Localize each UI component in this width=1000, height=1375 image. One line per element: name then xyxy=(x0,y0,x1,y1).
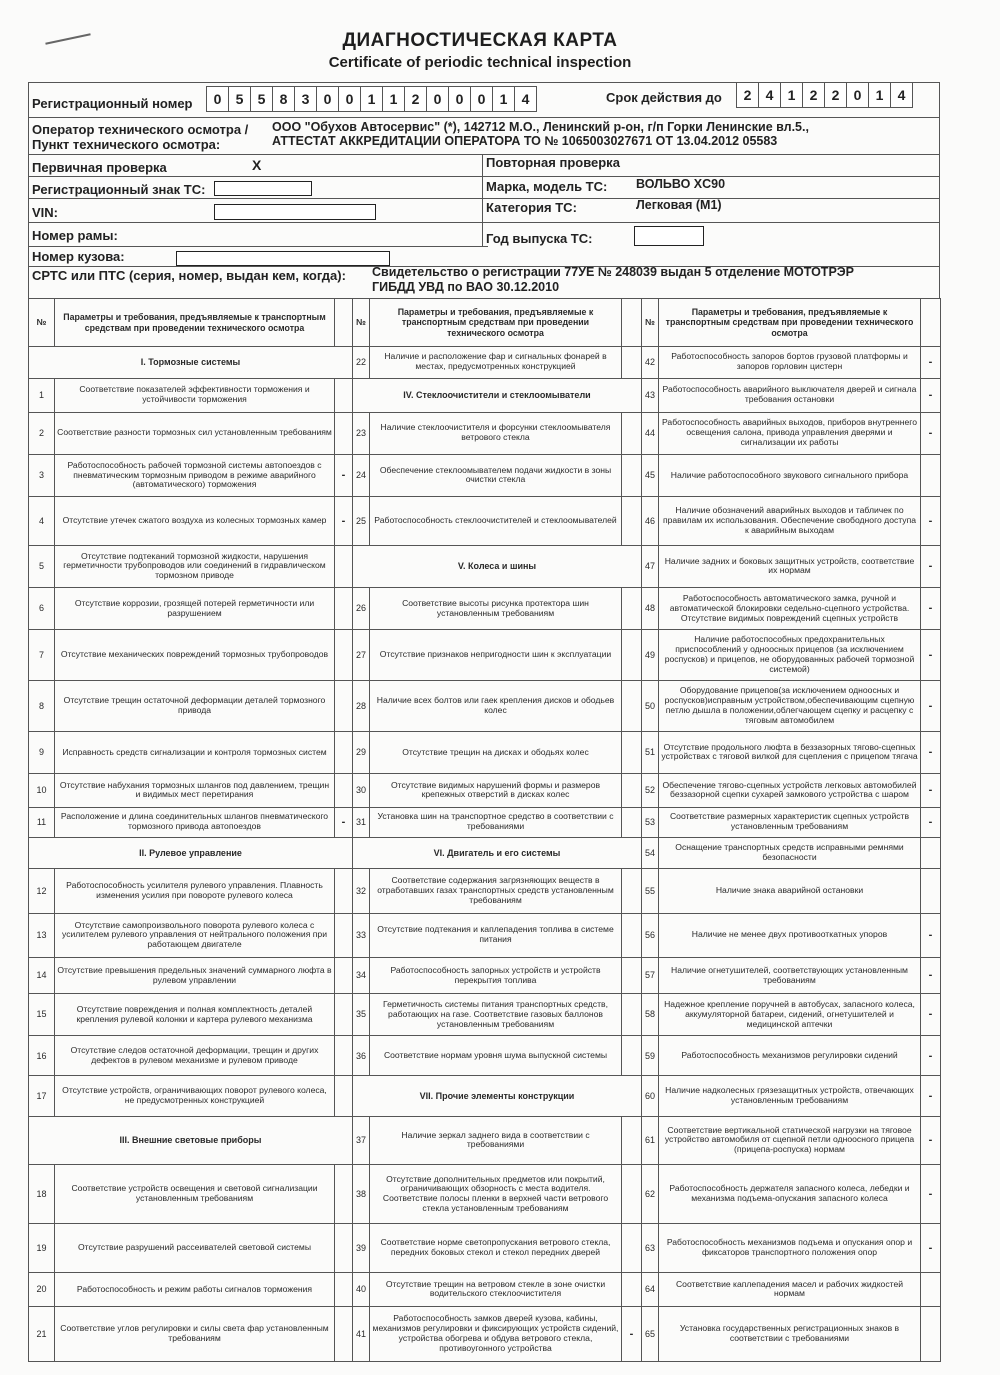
item-number: 26 xyxy=(353,588,370,630)
item-number: 61 xyxy=(642,1116,659,1165)
item-number: 34 xyxy=(353,958,370,994)
item-requirement: Работоспособность запорных устройств и устройств перекрытия топлива xyxy=(370,958,622,994)
item-requirement: Установка шин на транспортное средство в соответствии с требованиями xyxy=(370,807,622,837)
item-number: 32 xyxy=(353,869,370,913)
item-mark: - xyxy=(921,731,941,773)
item-requirement: Соответствие содержания загрязняющих веществ в отработавших газах транспортных средств установленным требованиям xyxy=(370,869,622,913)
item-requirement: Работоспособность и режим работы сигналов торможения xyxy=(55,1273,335,1307)
redacted-year xyxy=(634,226,704,246)
item-mark: - xyxy=(921,347,941,379)
item-mark: - xyxy=(921,588,941,630)
registration-digit: 0 xyxy=(470,86,493,112)
item-requirement: Исправность средств сигнализации и контроля тормозных систем xyxy=(55,731,335,773)
primary-check-label: Первичная проверка xyxy=(32,160,167,175)
item-requirement: Отсутствие продольного люфта в беззазорных тягово-сцепных устройствах с тяговой вилкой для сцепления с прицепом тягача xyxy=(659,731,921,773)
title-ru: ДИАГНОСТИЧЕСКАЯ КАРТА xyxy=(342,30,618,51)
item-number: 41 xyxy=(353,1306,370,1361)
section-heading: III. Внешние световые приборы xyxy=(29,1116,353,1165)
item-requirement: Работоспособность механизмов регулировки сидений xyxy=(659,1036,921,1076)
registration-digit: 0 xyxy=(448,86,471,112)
item-number: 7 xyxy=(29,630,55,681)
item-mark xyxy=(622,731,642,773)
item-mark xyxy=(921,1273,941,1307)
item-number: 17 xyxy=(29,1076,55,1116)
item-requirement: Наличие обозначений аварийных выходов и табличек по правилам их использования. Обеспечение свободного доступа к аварийным выходам xyxy=(659,497,921,546)
item-number: 47 xyxy=(642,545,659,587)
table-row xyxy=(29,588,941,630)
item-requirement: Отсутствие подтекания и каплепадения топлива в системе питания xyxy=(370,913,622,957)
item-mark: - xyxy=(921,412,941,454)
item-requirement: Соответствие размерных характеристик сцепных устройств установленным требованиям xyxy=(659,807,921,837)
item-requirement: Оборудование прицепов(за исключением одноосных и роспусков)исправным устройством,обеспечивающим сцепную петлю дышла в положении,облегчающем сцепку и расцепку с тяговым автомобилем xyxy=(659,681,921,732)
item-requirement: Работоспособность держателя запасного колеса, лебедки и механизма подъема-опускания запасного колеса xyxy=(659,1165,921,1224)
item-mark xyxy=(921,837,941,869)
registration-digit: 0 xyxy=(316,86,339,112)
item-mark xyxy=(622,913,642,957)
table-row xyxy=(29,1224,941,1273)
registration-digit: 5 xyxy=(250,86,273,112)
operator-value-1: ООО "Обухов Автосервис" (*), 142712 М.О., Ленинский р-он, г/п Горки Ленинские вл.5., xyxy=(272,120,809,134)
registration-number xyxy=(206,86,536,112)
registration-digit: 0 xyxy=(206,86,229,112)
item-requirement: Наличие работоспособных предохранительных приспособлений у одноосных прицепов (за исключением роспусков) и прицепов, не оборудованных рабочей тормозной системой) xyxy=(659,630,921,681)
operator-label-1: Оператор технического осмотра / xyxy=(32,122,249,137)
srts-label: СРТС или ПТС (серия, номер, выдан кем, когда): xyxy=(32,268,346,283)
item-requirement: Отсутствие набухания тормозных шлангов под давлением, трещин и видимых мест перетирания xyxy=(55,774,335,808)
item-requirement: Соответствие высоты рисунка протектора шин установленным требованиям xyxy=(370,588,622,630)
item-number: 35 xyxy=(353,993,370,1035)
item-number: 56 xyxy=(642,913,659,957)
item-number: 42 xyxy=(642,347,659,379)
item-number: 13 xyxy=(29,913,55,957)
item-requirement: Работоспособность механизмов подъема и опускания опор и фиксаторов транспортного положения опор xyxy=(659,1224,921,1273)
make-model-label: Марка, модель ТС: xyxy=(486,179,608,194)
registration-digit: 0 xyxy=(338,86,361,112)
vin-label: VIN: xyxy=(32,205,58,220)
item-number: 5 xyxy=(29,545,55,587)
item-number: 60 xyxy=(642,1076,659,1116)
registration-digit: 3 xyxy=(294,86,317,112)
item-number: 14 xyxy=(29,958,55,994)
item-mark xyxy=(335,1306,353,1361)
item-number: 55 xyxy=(642,869,659,913)
item-number: 24 xyxy=(353,454,370,496)
item-number: 57 xyxy=(642,958,659,994)
section-heading: II. Рулевое управление xyxy=(29,837,353,869)
item-number: 11 xyxy=(29,807,55,837)
item-requirement: Обеспечение тягово-сцепных устройств легковых автомобилей беззазорной сцепки сухарей замкового устройства с шаром xyxy=(659,774,921,808)
table-row xyxy=(29,993,941,1035)
registration-digit: 5 xyxy=(228,86,251,112)
item-number: 49 xyxy=(642,630,659,681)
valid-until-digit: 2 xyxy=(824,82,847,108)
table-row xyxy=(29,774,941,808)
item-mark xyxy=(622,958,642,994)
primary-check-mark: X xyxy=(252,157,262,173)
item-number: 31 xyxy=(353,807,370,837)
table-row xyxy=(29,412,941,454)
item-requirement: Отсутствие видимых нарушений формы и размеров крепежных отверстий в дисках колес xyxy=(370,774,622,808)
valid-until-digit: 2 xyxy=(736,82,759,108)
item-requirement: Соответствие разности тормозных сил установленным требованиям xyxy=(55,412,335,454)
col-mark-3 xyxy=(921,299,941,347)
item-mark xyxy=(921,454,941,496)
item-mark xyxy=(622,1224,642,1273)
item-mark xyxy=(622,681,642,732)
registration-digit: 1 xyxy=(492,86,515,112)
item-mark xyxy=(622,1273,642,1307)
item-requirement: Наличие огнетушителей, соответствующих установленным требованиям xyxy=(659,958,921,994)
item-mark xyxy=(921,1306,941,1361)
item-number: 58 xyxy=(642,993,659,1035)
table-row xyxy=(29,454,941,496)
redacted-vin xyxy=(214,204,376,220)
item-number: 2 xyxy=(29,412,55,454)
item-requirement: Отсутствие дополнительных предметов или покрытий, ограничивающих обзорность с места водителя. Соответствие полосы пленки в верхней части ветрового стекла установленным требованиям xyxy=(370,1165,622,1224)
item-requirement: Расположение и длина соединительных шлангов пневматического тормозного привода автопоездов xyxy=(55,807,335,837)
col-no-2: № xyxy=(353,299,370,347)
item-number: 12 xyxy=(29,869,55,913)
table-header-row xyxy=(29,299,941,347)
item-number: 8 xyxy=(29,681,55,732)
item-number: 45 xyxy=(642,454,659,496)
item-mark: - xyxy=(335,497,353,546)
valid-until-digit: 0 xyxy=(846,82,869,108)
item-requirement: Наличие надколесных грязезащитных устройств, отвечающих установленным требованиям xyxy=(659,1076,921,1116)
table-row xyxy=(29,497,941,546)
year-label: Год выпуска ТС: xyxy=(486,231,593,246)
col-param-1: Параметры и требования, предъявляемые к транспортным средствам при проведении технического осмотра xyxy=(55,299,335,347)
col-mark-1 xyxy=(335,299,353,347)
section-heading: VI. Двигатель и его системы xyxy=(353,837,642,869)
item-requirement: Отсутствие утечек сжатого воздуха из колесных тормозных камер xyxy=(55,497,335,546)
table-row xyxy=(29,681,941,732)
item-requirement: Отсутствие трещин на дисках и ободьях колес xyxy=(370,731,622,773)
item-mark: - xyxy=(921,630,941,681)
operator-value-2: АТТЕСТАТ АККРЕДИТАЦИИ ОПЕРАТОРА ТО № 1065003027671 ОТ 13.04.2012 05583 xyxy=(272,134,778,148)
item-mark xyxy=(335,1076,353,1116)
item-requirement: Работоспособность запоров бортов грузовой платформы и запоров горловин цистерн xyxy=(659,347,921,379)
section-heading: IV. Стеклоочистители и стеклоомыватели xyxy=(353,378,642,412)
item-mark xyxy=(335,731,353,773)
registration-digit: 1 xyxy=(382,86,405,112)
item-requirement: Отсутствие самопроизвольного поворота рулевого колеса с усилителем рулевого управления от нейтрального положения при работающем двигателе xyxy=(55,913,335,957)
item-mark: - xyxy=(921,1224,941,1273)
item-number: 36 xyxy=(353,1036,370,1076)
valid-until-digit: 2 xyxy=(802,82,825,108)
item-number: 28 xyxy=(353,681,370,732)
item-number: 23 xyxy=(353,412,370,454)
item-mark xyxy=(335,1036,353,1076)
item-number: 62 xyxy=(642,1165,659,1224)
item-number: 30 xyxy=(353,774,370,808)
valid-until-date xyxy=(736,82,912,108)
item-number: 6 xyxy=(29,588,55,630)
item-requirement: Отсутствие трещин на ветровом стекле в зоне очистки водительского стеклоочистителя xyxy=(370,1273,622,1307)
item-requirement: Наличие работоспособного звукового сигнального прибора xyxy=(659,454,921,496)
item-mark: - xyxy=(622,1306,642,1361)
item-number: 51 xyxy=(642,731,659,773)
item-mark: - xyxy=(921,1165,941,1224)
item-number: 44 xyxy=(642,412,659,454)
item-mark: - xyxy=(921,774,941,808)
item-requirement: Работоспособность стеклоочистителей и стеклоомывателей xyxy=(370,497,622,546)
item-number: 29 xyxy=(353,731,370,773)
item-number: 3 xyxy=(29,454,55,496)
item-requirement: Наличие не менее двух противооткатных упоров xyxy=(659,913,921,957)
valid-until-digit: 1 xyxy=(868,82,891,108)
item-mark xyxy=(335,993,353,1035)
redacted-body-number xyxy=(176,251,390,266)
registration-digit: 2 xyxy=(404,86,427,112)
table-row xyxy=(29,545,941,587)
item-requirement: Наличие задних и боковых защитных устройств, соответствие их нормам xyxy=(659,545,921,587)
item-requirement: Отсутствие признаков непригодности шин к эксплуатации xyxy=(370,630,622,681)
item-requirement: Отсутствие устройств, ограничивающих поворот рулевого колеса, не предусмотренных конструкцией xyxy=(55,1076,335,1116)
item-mark xyxy=(622,497,642,546)
item-mark: - xyxy=(921,681,941,732)
table-row xyxy=(29,958,941,994)
item-mark xyxy=(335,869,353,913)
item-requirement: Герметичность системы питания транспортных средств, работающих на газе. Соответствие газовых баллонов установленным требованиям xyxy=(370,993,622,1035)
col-no-3: № xyxy=(642,299,659,347)
item-requirement: Отсутствие подтеканий тормозной жидкости, нарушения герметичности трубопроводов или соединений в гидравлическом тормозном приводе xyxy=(55,545,335,587)
item-number: 46 xyxy=(642,497,659,546)
registration-digit: 1 xyxy=(360,86,383,112)
table-row xyxy=(29,869,941,913)
table-row xyxy=(29,837,941,869)
item-mark xyxy=(335,588,353,630)
item-mark xyxy=(622,412,642,454)
item-requirement: Соответствие нормам уровня шума выпускной системы xyxy=(370,1036,622,1076)
table-row xyxy=(29,1165,941,1224)
item-requirement: Отсутствие разрушений рассеивателей световой системы xyxy=(55,1224,335,1273)
item-requirement: Соответствие вертикальной статической нагрузки на тяговое устройство автомобиля от сцепной петли одноосного прицепа (прицепа-роспуска) нормам xyxy=(659,1116,921,1165)
item-requirement: Соответствие норме светопропускания ветрового стекла, передних боковых стекол и стекол передних дверей xyxy=(370,1224,622,1273)
redacted-reg-sign xyxy=(214,181,312,196)
item-mark: - xyxy=(921,807,941,837)
item-mark xyxy=(622,454,642,496)
item-mark: - xyxy=(335,454,353,496)
item-requirement: Работоспособность аварийных выходов, приборов внутреннего освещения салона, привода управления дверями и сигнализации их работы xyxy=(659,412,921,454)
col-mark-2 xyxy=(622,299,642,347)
item-number: 48 xyxy=(642,588,659,630)
registration-digit: 0 xyxy=(426,86,449,112)
item-number: 39 xyxy=(353,1224,370,1273)
valid-until-digit: 4 xyxy=(758,82,781,108)
item-requirement: Работоспособность усилителя рулевого управления. Плавность изменения усилия при повороте рулевого колеса xyxy=(55,869,335,913)
item-requirement: Оснащение транспортных средств исправными ремнями безопасности xyxy=(659,837,921,869)
item-requirement: Отсутствие механических повреждений тормозных трубопроводов xyxy=(55,630,335,681)
item-mark xyxy=(335,630,353,681)
table-row xyxy=(29,1076,941,1116)
item-requirement: Соответствие углов регулировки и силы света фар установленным требованиям xyxy=(55,1306,335,1361)
item-number: 22 xyxy=(353,347,370,379)
item-mark xyxy=(622,774,642,808)
item-requirement: Наличие зеркал заднего вида в соответствии с требованиями xyxy=(370,1116,622,1165)
repeat-check-label: Повторная проверка xyxy=(486,155,620,170)
item-mark xyxy=(335,774,353,808)
item-mark: - xyxy=(921,378,941,412)
item-requirement: Установка государственных регистрационных знаков в соответствии с требованиями xyxy=(659,1306,921,1361)
item-number: 59 xyxy=(642,1036,659,1076)
item-number: 38 xyxy=(353,1165,370,1224)
item-number: 19 xyxy=(29,1224,55,1273)
item-mark xyxy=(335,545,353,587)
table-row xyxy=(29,347,941,379)
item-requirement: Надежное крепление поручней в автобусах, запасного колеса, аккумуляторной батареи, сидений, огнетушителей и медицинской аптечки xyxy=(659,993,921,1035)
item-mark xyxy=(335,1273,353,1307)
item-mark xyxy=(335,1165,353,1224)
item-number: 27 xyxy=(353,630,370,681)
section-heading: VII. Прочие элементы конструкции xyxy=(353,1076,642,1116)
item-mark xyxy=(622,1165,642,1224)
item-mark: - xyxy=(921,497,941,546)
section-heading: I. Тормозные системы xyxy=(29,347,353,379)
table-row xyxy=(29,630,941,681)
table-row xyxy=(29,807,941,837)
item-mark: - xyxy=(335,807,353,837)
registration-digit: 8 xyxy=(272,86,295,112)
item-mark xyxy=(335,913,353,957)
item-mark xyxy=(335,412,353,454)
item-number: 1 xyxy=(29,378,55,412)
make-model-value: ВОЛЬВО XC90 xyxy=(636,177,726,191)
item-number: 21 xyxy=(29,1306,55,1361)
item-requirement: Отсутствие следов остаточной деформации, трещин и других дефектов в рулевом механизме и рулевом приводе xyxy=(55,1036,335,1076)
valid-until-label: Срок действия до xyxy=(606,90,722,105)
item-mark: - xyxy=(921,1036,941,1076)
registration-label: Регистрационный номер xyxy=(32,96,193,111)
item-requirement: Соответствие показателей эффективности торможения и устойчивости торможения xyxy=(55,378,335,412)
item-requirement: Работоспособность замков дверей кузова, кабины, механизмов регулировки и фиксирующих устройств сидений, устройства обогрева и обдува ветрового стекла, противоугонного устройства xyxy=(370,1306,622,1361)
item-number: 54 xyxy=(642,837,659,869)
item-number: 53 xyxy=(642,807,659,837)
table-row xyxy=(29,731,941,773)
item-number: 52 xyxy=(642,774,659,808)
item-number: 63 xyxy=(642,1224,659,1273)
srts-value-1: Свидетельство о регистрации 77УЕ № 248039 выдан 5 отделение МОТОТРЭР xyxy=(372,265,855,279)
item-number: 65 xyxy=(642,1306,659,1361)
item-mark xyxy=(335,378,353,412)
item-mark xyxy=(335,681,353,732)
item-mark: - xyxy=(921,913,941,957)
item-mark xyxy=(921,869,941,913)
item-number: 15 xyxy=(29,993,55,1035)
inspection-table xyxy=(28,298,941,1362)
category-value: Легковая (М1) xyxy=(636,198,722,212)
valid-until-digit: 1 xyxy=(780,82,803,108)
item-mark xyxy=(622,630,642,681)
table-row xyxy=(29,1116,941,1165)
item-requirement: Отсутствие трещин остаточной деформации деталей тормозного привода xyxy=(55,681,335,732)
item-mark: - xyxy=(921,958,941,994)
item-mark xyxy=(622,1116,642,1165)
item-number: 10 xyxy=(29,774,55,808)
valid-until-digit: 4 xyxy=(890,82,913,108)
item-requirement: Наличие всех болтов или гаек крепления дисков и ободьев колес xyxy=(370,681,622,732)
body-number-label: Номер кузова: xyxy=(32,249,125,264)
operator-label-2: Пункт технического осмотра: xyxy=(32,137,221,152)
item-mark: - xyxy=(921,545,941,587)
item-mark xyxy=(622,869,642,913)
item-mark xyxy=(335,958,353,994)
item-number: 16 xyxy=(29,1036,55,1076)
col-param-2: Параметры и требования, предъявляемые к транспортным средствам при проведении технического осмотра xyxy=(370,299,622,347)
item-requirement: Работоспособность автоматического замка, ручной и автоматической блокировки седельно-сцепного устройства. Отсутствие видимых повреждений сцепных устройств xyxy=(659,588,921,630)
item-number: 37 xyxy=(353,1116,370,1165)
col-param-3: Параметры и требования, предъявляемые к транспортным средствам при проведении технического осмотра xyxy=(659,299,921,347)
item-number: 43 xyxy=(642,378,659,412)
table-row xyxy=(29,1036,941,1076)
item-mark xyxy=(335,1224,353,1273)
item-number: 20 xyxy=(29,1273,55,1307)
item-requirement: Отсутствие повреждения и полная комплектность деталей крепления рулевой колонки и картера рулевого механизма xyxy=(55,993,335,1035)
item-mark xyxy=(622,347,642,379)
item-mark xyxy=(622,588,642,630)
registration-digit: 4 xyxy=(514,86,537,112)
reg-sign-label: Регистрационный знак ТС: xyxy=(32,182,206,197)
col-no-1: № xyxy=(29,299,55,347)
item-requirement: Наличие знака аварийной остановки xyxy=(659,869,921,913)
item-mark: - xyxy=(921,993,941,1035)
item-requirement: Наличие и расположение фар и сигнальных фонарей в местах, предусмотренных конструкцией xyxy=(370,347,622,379)
srts-value-2: ГИБДД УВД по ВАО 30.12.2010 xyxy=(372,280,560,294)
item-mark xyxy=(622,807,642,837)
item-number: 25 xyxy=(353,497,370,546)
item-requirement: Соответствие каплепадения масел и рабочих жидкостей нормам xyxy=(659,1273,921,1307)
table-row xyxy=(29,913,941,957)
item-requirement: Отсутствие коррозии, грозящей потерей герметичности или разрушением xyxy=(55,588,335,630)
item-mark: - xyxy=(921,1076,941,1116)
item-requirement: Обеспечение стеклоомывателем подачи жидкости в зоны очистки стекла xyxy=(370,454,622,496)
item-mark xyxy=(622,1036,642,1076)
item-requirement: Работоспособность аварийного выключателя дверей и сигнала требования остановки xyxy=(659,378,921,412)
item-number: 40 xyxy=(353,1273,370,1307)
item-number: 18 xyxy=(29,1165,55,1224)
table-row xyxy=(29,1306,941,1361)
item-number: 50 xyxy=(642,681,659,732)
item-requirement: Соответствие устройств освещения и световой сигнализации установленным требованиям xyxy=(55,1165,335,1224)
item-mark: - xyxy=(921,1116,941,1165)
item-requirement: Работоспособность рабочей тормозной системы автопоездов с пневматическим тормозным приводом в режиме аварийного (автоматического) торможения xyxy=(55,454,335,496)
table-row xyxy=(29,1273,941,1307)
section-heading: V. Колеса и шины xyxy=(353,545,642,587)
item-requirement: Наличие стеклоочистителя и форсунки стеклоомывателя ветрового стекла xyxy=(370,412,622,454)
item-requirement: Отсутствие превышения предельных значений суммарного люфта в рулевом управлении xyxy=(55,958,335,994)
item-number: 33 xyxy=(353,913,370,957)
item-number: 4 xyxy=(29,497,55,546)
title-en: Certificate of periodic technical inspection xyxy=(328,54,632,71)
table-row xyxy=(29,378,941,412)
item-number: 64 xyxy=(642,1273,659,1307)
item-mark xyxy=(622,993,642,1035)
frame-number-label: Номер рамы: xyxy=(32,228,118,243)
item-number: 9 xyxy=(29,731,55,773)
category-label: Категория ТС: xyxy=(486,200,577,215)
